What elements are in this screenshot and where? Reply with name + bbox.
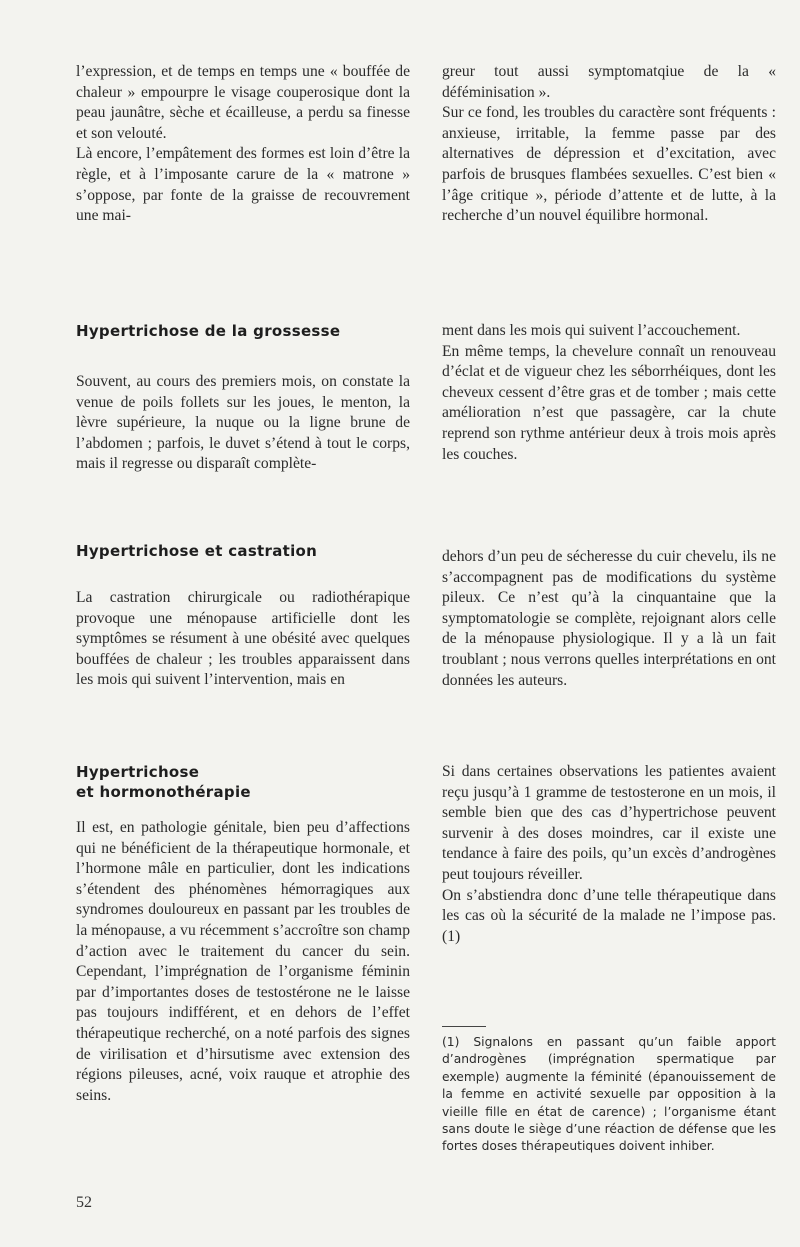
footnote-divider bbox=[442, 1026, 486, 1027]
paragraph: La castration chirurgicale ou radiothérapique provoque une ménopause artificielle dont les symptômes se résument à une obésité avec quelques bouffées de chaleur ; les troubles apparaissent dans les mois qui suivent l’intervention, mais en bbox=[76, 589, 410, 689]
column-left-hormonotherapie bbox=[76, 818, 410, 1106]
page-number: 52 bbox=[76, 1194, 92, 1211]
footnote: (1) Signalons en passant qu’un faible apport d’androgènes (imprégnation spermatique par exemple) augmente la féminité (épanouissement de la femme en activité sexuelle par opposition à la vieille fille en état de carence) ; l’organisme étant sans doute le siège d’une réaction de défense que les fortes doses thérapeutiques doivent inhiber. bbox=[442, 1035, 776, 1154]
paragraph: Si dans certaines observations les patientes avaient reçu jusqu’à 1 gramme de testosterone en un mois, il semble bien que des cas d’hypertrichose peuvent survenir à des doses moindres, car il existe une tendance à faire des poils, qu’un excès d’androgènes peut toujours réveiller. bbox=[442, 763, 776, 883]
column-right-intro bbox=[442, 62, 776, 227]
paragraph: l’expression, et de temps en temps une « bouffée de chaleur » empourpre le visage couperosique dont la peau jaunâtre, sèche et écailleuse, a perdu sa finesse et son velouté. bbox=[76, 63, 410, 142]
paragraph: Il est, en pathologie génitale, bien peu d’affections qui ne bénéficient de la thérapeutique hormonale, et l’hormone mâle en particulier, dont les indications s’étendent des phénomènes hémorragiques aux syndromes douloureux en passant par les troubles de la ménopause, a vu récemment s’accroître son champ d’action avec le traitement du cancer du sein. Cependant, l’imprégnation de l’organisme féminin par d’importantes doses de testostérone ne le laisse pas toujours indifférent, et en dehors de l’effet thérapeutique recherché, on a noté parfois des signes de virilisation et d’hirsutisme avec extension des régions pileuses, acné, voix rauque et atrophie des seins. bbox=[76, 819, 410, 1104]
column-left-grossesse bbox=[76, 372, 410, 475]
paragraph: On s’abstiendra donc d’une telle thérapeutique dans les cas où la sécurité de la malade ne l’impose pas. (1) bbox=[442, 886, 776, 945]
column-right-hormonotherapie bbox=[442, 762, 776, 947]
column-left-castration bbox=[76, 588, 410, 691]
paragraph: Sur ce fond, les troubles du caractère sont fréquents : anxieuse, irritable, la femme passe par des alternatives de dépression et d’excitation, avec parfois de brusques flambées sexuelles. C’est bien « l’âge critique », période d’attente et de lutte, à la recherche d’un nouvel équilibre hormonal. bbox=[442, 104, 776, 225]
column-right-castration bbox=[442, 547, 776, 691]
paragraph: En même temps, la chevelure connaît un renouveau d’éclat et de vigueur chez les séborrhéiques, dont les cheveux cessent d’être gras et de tomber ; mais cette amélioration n’est que passagère, car la chute reprend son rythme antérieur deux à trois mois après les couches. bbox=[442, 342, 776, 463]
column-left-intro bbox=[76, 62, 410, 227]
paragraph: greur tout aussi symptomatqiue de la « déféminisation ». bbox=[442, 63, 776, 101]
paragraph: ment dans les mois qui suivent l’accouchement. bbox=[442, 322, 741, 339]
paragraph: Là encore, l’empâtement des formes est loin d’être la règle, et à l’imposante carure de la « matrone » s’oppose, par fonte de la graisse de recouvrement une mai- bbox=[76, 145, 410, 225]
section-heading-castration: Hypertrichose et castration bbox=[76, 542, 318, 560]
column-right-grossesse bbox=[442, 321, 776, 465]
section-heading-hormonotherapie bbox=[76, 762, 410, 802]
heading-line: Hypertrichose bbox=[76, 763, 200, 781]
heading-line: et hormonothérapie bbox=[76, 783, 251, 801]
paragraph: Souvent, au cours des premiers mois, on constate la venue de poils follets sur les joues, le menton, la lèvre supérieure, la nuque ou la ligne brune de l’abdomen ; parfois, le duvet s’étend à tout le corps, mais il regresse ou disparaît complète- bbox=[76, 373, 410, 473]
section-heading-grossesse: Hypertrichose de la grossesse bbox=[76, 322, 341, 340]
paragraph: dehors d’un peu de sécheresse du cuir chevelu, ils ne s’accompagnent pas de modifications du système pileux. Ce n’est qu’à la cinquantaine que la symptomatologie se complète, rejoignant alors celle de la ménopause physiologique. Il y a là un fait troublant ; nous verrons quelles interprétations en ont données les auteurs. bbox=[442, 548, 776, 689]
